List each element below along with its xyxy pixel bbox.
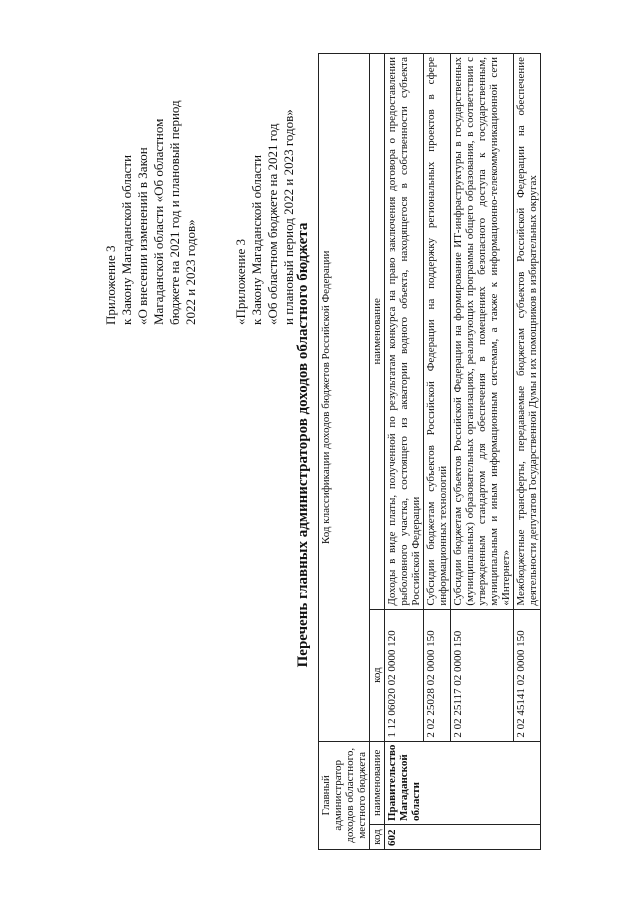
appendix-line: 2022 и 2023 годов» [183, 219, 198, 325]
kbk-code: 2 02 25028 02 0000 150 [424, 609, 451, 741]
subheader-kbk-name: наименование [370, 54, 385, 610]
appendix-line: «О внесении изменений в Закон [135, 147, 150, 325]
header-admin: Главный администратор доходов областного, местного бюджета [319, 741, 370, 849]
table-row [514, 54, 541, 850]
table-row [451, 54, 514, 850]
appendix-line: к Закону Магаданской области [119, 154, 134, 325]
subheader-kbk-code: код [370, 609, 385, 741]
kbk-name: Субсидии бюджетам субъектов Российской Федерации на поддержку региональных проектов в сфере информационных технологий [424, 54, 451, 610]
appendix-line: бюджете на 2021 год и плановый период [167, 100, 182, 325]
table-header-row [319, 54, 370, 850]
admin-code: 602 [385, 825, 541, 850]
appendix-line: «Об областном бюджете на 2021 год [265, 123, 280, 325]
subheader-name: наименование [370, 741, 385, 824]
kbk-code: 2 02 25117 02 0000 150 [451, 609, 514, 741]
document-title: Перечень главных администраторов доходов областного бюджета [295, 222, 311, 668]
appendix-line: Приложение 3 [103, 245, 118, 325]
administrators-table [318, 53, 541, 850]
subheader-code: код [370, 825, 385, 850]
appendix-line: «Приложение 3 [233, 238, 248, 325]
table-row [424, 54, 451, 850]
admin-name: Правительство Магаданской области [385, 741, 541, 824]
appendix-line: Магаданской области «Об областном [151, 118, 166, 325]
kbk-name: Доходы в виде платы, полученной по результатам конкурса на право заключения договора о предоставлении рыболовного участка, состоящего из акватории водного объекта, находящегося в собственности субъекта Российской Федерации [385, 54, 424, 610]
appendix-line: к Закону Магаданской области [249, 154, 264, 325]
kbk-name: Межбюджетные трансферты, передаваемые бюджетам субъектов Российской Федерации на обеспечение деятельности депутатов Государственной Думы и их помощников в избирательных округах [514, 54, 541, 610]
header-kbk: Код классификации доходов бюджетов Российской Федерации [319, 54, 370, 742]
table-row [385, 54, 424, 850]
appendix-header [103, 75, 199, 325]
table-subheader-row [370, 54, 385, 850]
kbk-name: Субсидии бюджетам субъектов Российской Федерации на формирование ИТ-инфраструктуры в государственных (муниципальных) образовательных организациях, реализующих программы общего образования, в соответствии с утвержденным стандартом для обеспечения в помещениях безопасного доступа к государственным, муниципальным и иным информационным системам, а также к информационно-телекоммуникационной сети «Интернет» [451, 54, 514, 610]
kbk-code: 1 12 06020 02 0000 120 [385, 609, 424, 741]
appendix-header-quoted [233, 75, 297, 325]
kbk-code: 2 02 45141 02 0000 150 [514, 609, 541, 741]
appendix-line: и плановый период 2022 и 2023 годов» [281, 109, 296, 325]
